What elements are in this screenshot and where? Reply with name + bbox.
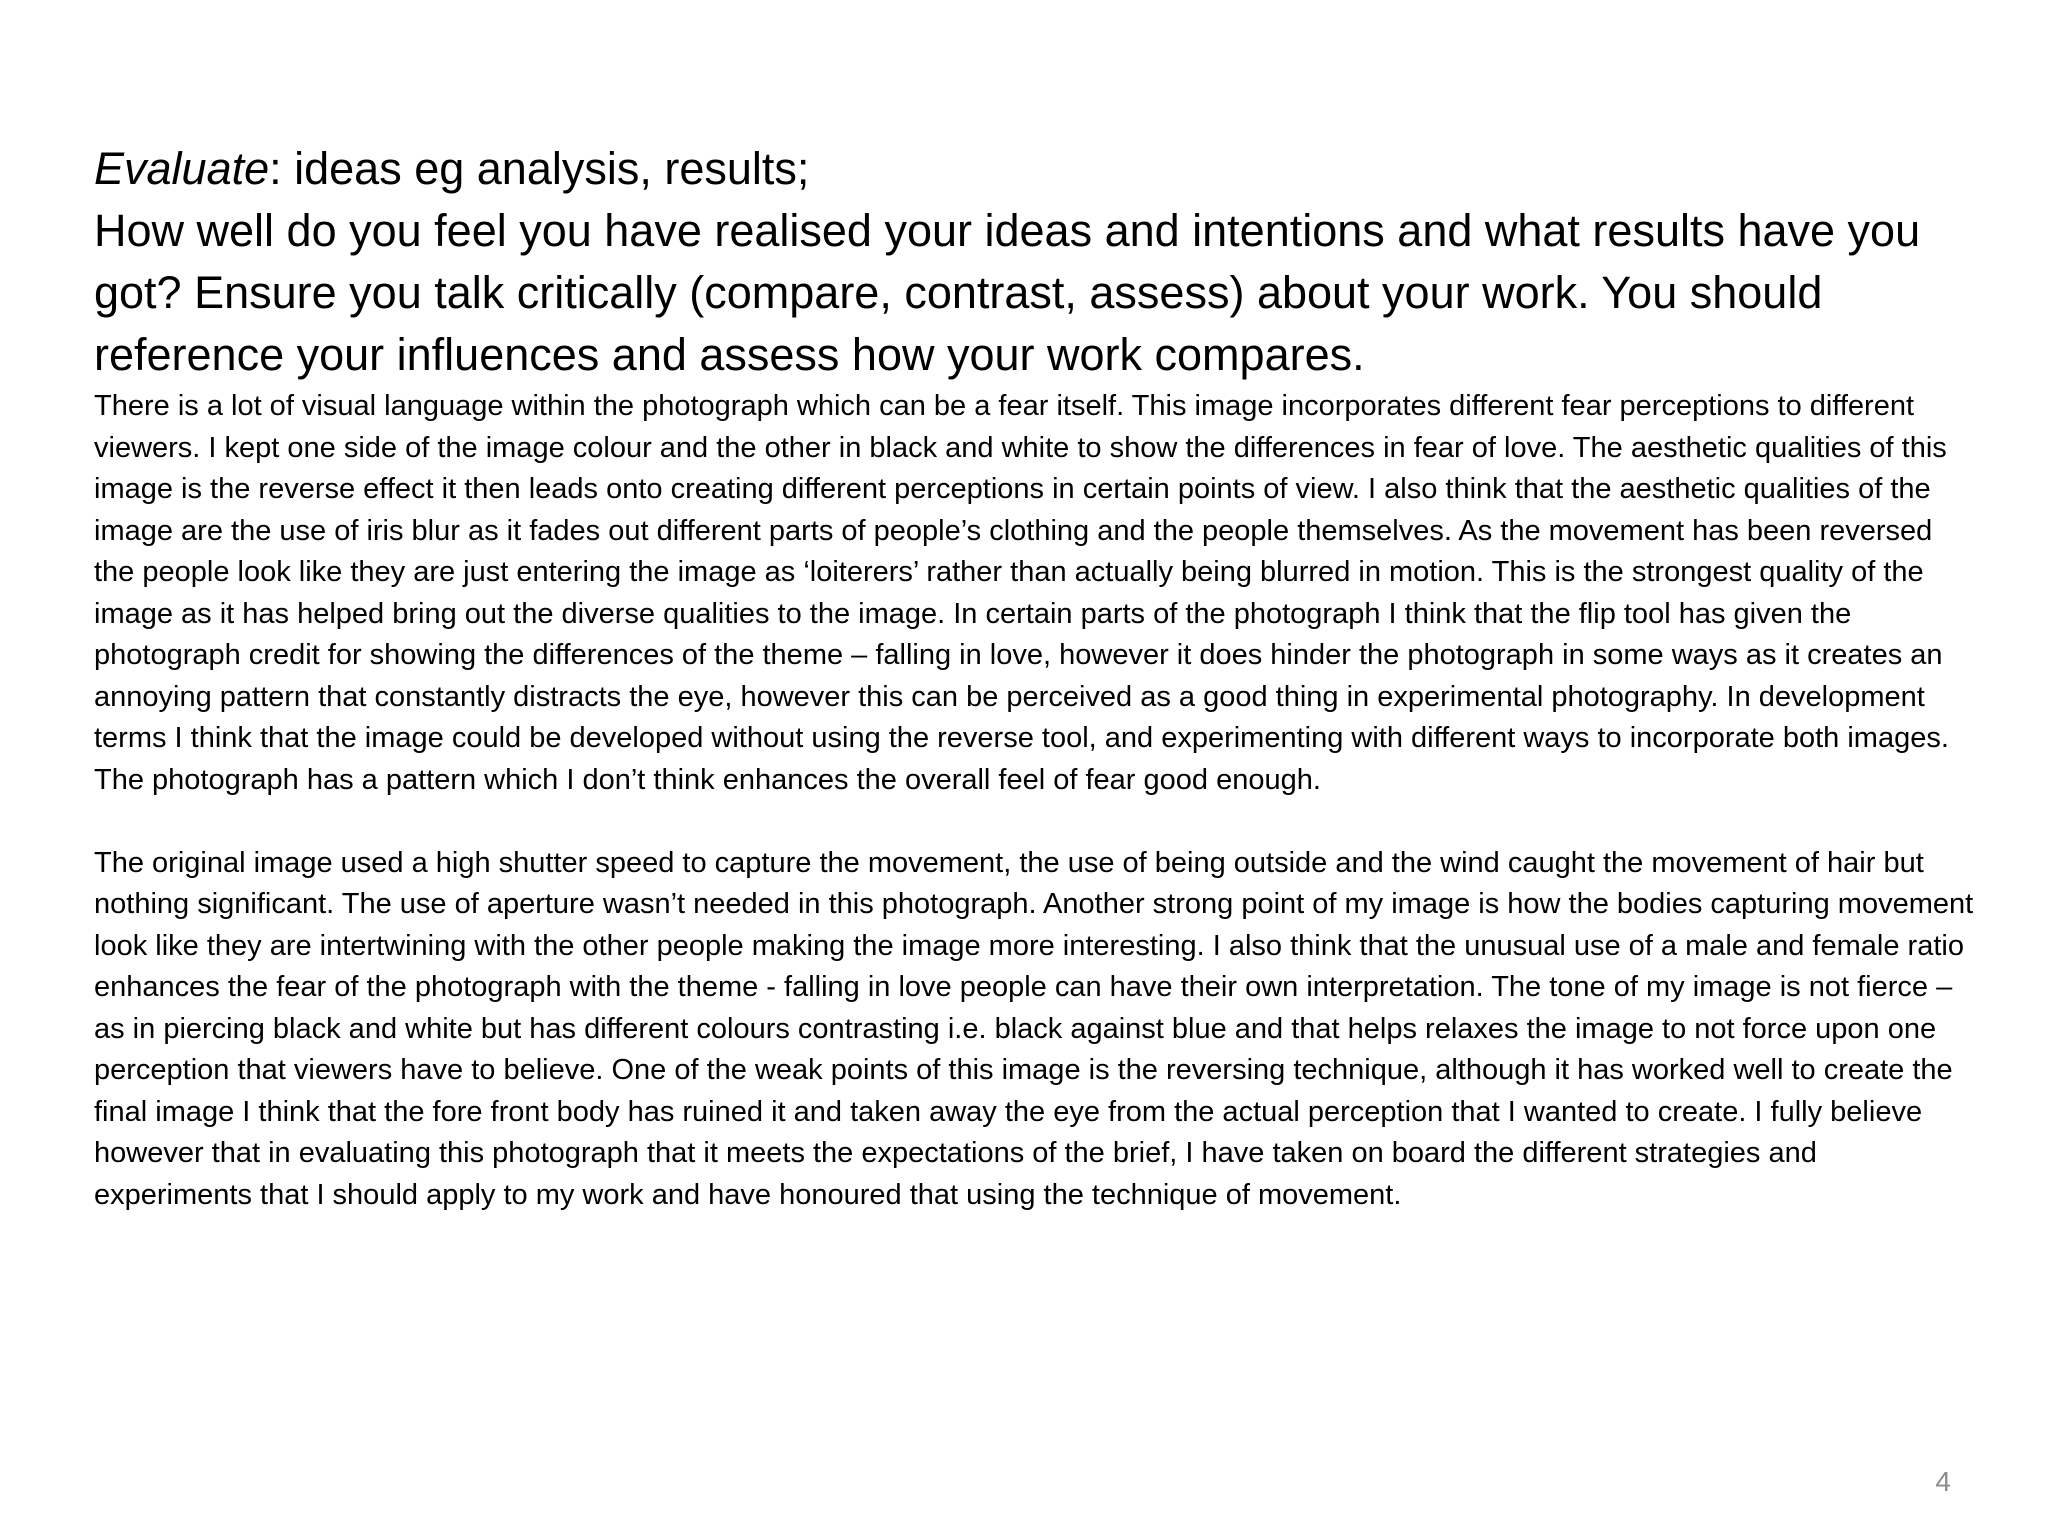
slide-content: [94, 138, 1974, 1216]
page-number: 4: [1935, 1466, 1951, 1497]
heading-lead-word: Evaluate: [94, 143, 270, 194]
slide-heading: [94, 138, 1974, 200]
body-paragraph-2: The original image used a high shutter speed to capture the movement, the use of being outside and the wind caught the movement of hair but nothing significant. The use of aperture wasn’t needed in this photograph. Another strong point of my image is how the bodies capturing movement look like they are intertwining with the other people making the image more interesting. I also think that the unusual use of a male and female ratio enhances the fear of the photograph with the theme - falling in love people can have their own interpretation. The tone of my image is not fierce – as in piercing black and white but has different colours contrasting i.e. black against blue and that helps relaxes the image to not force upon one perception that viewers have to believe. One of the weak points of this image is the reversing technique, although it has worked well to create the final image I think that the fore front body has ruined it and taken away the eye from the actual perception that I wanted to create. I fully believe however that in evaluating this photograph that it meets the expectations of the brief, I have taken on board the different strategies and experiments that I should apply to my work and have honoured that using the technique of movement.: [94, 846, 1974, 1211]
heading-question: How well do you feel you have realised your ideas and intentions and what results have you got? Ensure you talk critically (compare, contrast, assess) about your work. You should reference your influences and assess how your work compares.: [94, 205, 1921, 380]
body-paragraph-1: There is a lot of visual language within the photograph which can be a fear itself. This image incorporates different fear perceptions to different viewers. I kept one side of the image colour and the other in black and white to show the differences in fear of love. The aesthetic qualities of this image is the reverse effect it then leads onto creating different perceptions in certain points of view. I also think that the aesthetic qualities of the image are the use of iris blur as it fades out different parts of people’s clothing and the people themselves. As the movement has been reversed the people look like they are just entering the image as ‘loiterers’ rather than actually being blurred in motion. This is the strongest quality of the image as it has helped bring out the diverse qualities to the image. In certain parts of the photograph I think that the flip tool has given the photograph credit for showing the differences of the theme – falling in love, however it does hinder the photograph in some ways as it creates an annoying pattern that constantly distracts the eye, however this can be perceived as a good thing in experimental photography. In development terms I think that the image could be developed without using the reverse tool, and experimenting with different ways to incorporate both images. The photograph has a pattern which I don’t think enhances the overall feel of fear good enough.: [94, 390, 1949, 796]
paragraph-spacer: [94, 801, 1974, 843]
heading-lead-rest: : ideas eg analysis, results;: [269, 143, 810, 194]
